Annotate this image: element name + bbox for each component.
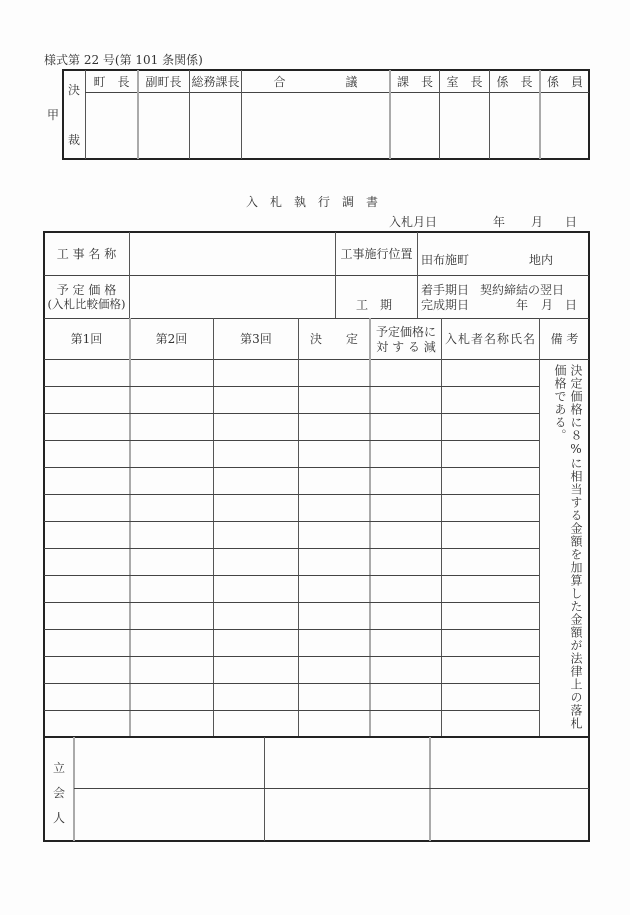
stamp-consultation[interactable] <box>242 93 389 159</box>
document-title: 入 札 執 行 調 書 <box>246 195 379 209</box>
location-town[interactable]: 田布施町 <box>421 253 470 267</box>
party-label: 甲 <box>47 108 60 122</box>
form-number: 様式第 22 号(第 101 条関係) <box>44 53 203 67</box>
header-office-chief: 室 長 <box>446 74 483 89</box>
period-label: 工 期 <box>356 298 393 312</box>
header-remarks: 備 考 <box>550 332 579 346</box>
start-date-value[interactable]: 契約締結の翌日 <box>480 283 565 297</box>
witness-signature-4[interactable] <box>75 789 263 840</box>
bid-date-month: 月 <box>531 215 544 229</box>
header-decision: 決 定 <box>309 332 358 346</box>
start-date-label: 着手期日 <box>421 283 470 297</box>
project-name-field[interactable] <box>130 233 334 274</box>
estimated-price-label: 予 定 価 格 <box>56 283 117 297</box>
stamp-mayor[interactable] <box>86 93 137 159</box>
stamp-staff[interactable] <box>541 93 589 159</box>
header-reduction-line2: 対 す る 減 <box>376 340 436 354</box>
witness-signature-3[interactable] <box>431 738 588 787</box>
header-general-affairs-chief: 総務課長 <box>191 74 240 89</box>
stamp-subsection-chief[interactable] <box>490 93 539 159</box>
location-label: 工事施行位置 <box>340 247 413 261</box>
witness-signature-5[interactable] <box>265 789 428 840</box>
witness-signature-1[interactable] <box>75 738 263 787</box>
stamp-office-chief[interactable] <box>440 93 489 159</box>
bid-date-year: 年 <box>493 215 506 229</box>
header-consultation: 合 議 <box>273 74 358 89</box>
project-name-label: 工 事 名 称 <box>56 247 117 261</box>
header-section-chief: 課 長 <box>396 74 433 89</box>
estimated-price-field[interactable] <box>130 276 334 317</box>
witness-label-1: 立 <box>53 761 66 775</box>
kessai-label-top: 決 <box>67 82 80 97</box>
end-date-label: 完成期日 <box>421 298 470 312</box>
bid-entries-grid[interactable] <box>45 360 539 736</box>
stamp-deputy-mayor[interactable] <box>138 93 189 159</box>
kessai-label-bottom: 裁 <box>67 132 80 147</box>
witness-signature-6[interactable] <box>431 789 588 840</box>
header-round-1: 第1回 <box>70 332 103 346</box>
witness-label-3: 人 <box>53 811 66 825</box>
header-reduction-line1: 予定価格に <box>375 325 436 339</box>
header-mayor: 町 長 <box>93 74 130 89</box>
location-suffix: 地内 <box>529 253 554 267</box>
header-subsection-chief: 係 長 <box>496 74 533 89</box>
witness-label-2: 会 <box>53 786 66 800</box>
remarks-note: 決定価格に８%に相当する金額を加算した金額が法律上の落札価格である。 <box>553 364 583 730</box>
end-date-day[interactable]: 日 <box>565 298 578 312</box>
header-deputy-mayor: 副町長 <box>145 74 182 89</box>
stamp-general-affairs-chief[interactable] <box>190 93 241 159</box>
header-round-3: 第3回 <box>240 332 272 346</box>
estimated-price-sublabel: (入札比較価格) <box>47 297 126 311</box>
bid-date-day: 日 <box>565 215 578 229</box>
witness-signature-2[interactable] <box>265 738 428 787</box>
header-staff: 係 員 <box>546 74 583 89</box>
header-bidder-name: 入札者名称氏名 <box>444 332 536 346</box>
bid-date-label: 入札月日 <box>389 215 438 229</box>
stamp-section-chief[interactable] <box>391 93 439 159</box>
end-date-year[interactable]: 年 <box>516 298 529 312</box>
header-round-2: 第2回 <box>155 332 188 346</box>
end-date-month[interactable]: 月 <box>541 298 554 312</box>
